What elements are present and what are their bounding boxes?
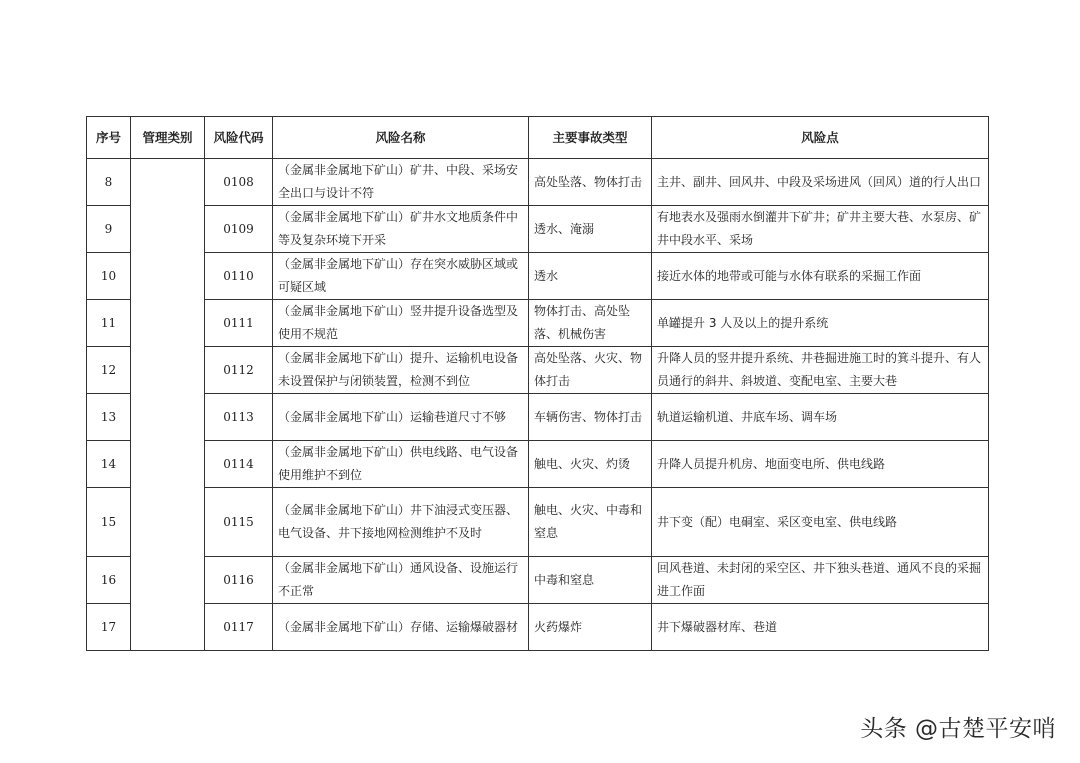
header-management-category: 管理类别 — [131, 117, 205, 159]
row-serial: 16 — [87, 557, 131, 604]
row-accident-type: 火药爆炸 — [529, 604, 652, 651]
row-risk-point: 主井、副井、回风井、中段及采场进风（回风）道的行人出口 — [652, 159, 989, 206]
row-serial: 13 — [87, 394, 131, 441]
row-risk-point: 升降人员的竖井提升系统、井巷掘进施工时的箕斗提升、有人员通行的斜井、斜坡道、变配电室、主要大巷 — [652, 347, 989, 394]
row-risk-point: 井下变（配）电硐室、采区变电室、供电线路 — [652, 488, 989, 557]
row-risk-name: （金属非金属地下矿山）矿井水文地质条件中等及复杂环境下开采 — [273, 206, 529, 253]
row-risk-name: （金属非金属地下矿山）井下油浸式变压器、电气设备、井下接地网检测维护不及时 — [273, 488, 529, 557]
table-row — [87, 488, 989, 557]
row-accident-type: 触电、火灾、灼烫 — [529, 441, 652, 488]
row-serial: 9 — [87, 206, 131, 253]
row-risk-name: （金属非金属地下矿山）通风设备、设施运行不正常 — [273, 557, 529, 604]
row-risk-name: （金属非金属地下矿山）存储、运输爆破器材 — [273, 604, 529, 651]
row-risk-name: （金属非金属地下矿山）存在突水威胁区域或可疑区域 — [273, 253, 529, 300]
row-risk-code: 0111 — [205, 300, 273, 347]
table-row — [87, 347, 989, 394]
header-serial: 序号 — [87, 117, 131, 159]
row-risk-name: （金属非金属地下矿山）运输巷道尺寸不够 — [273, 394, 529, 441]
row-risk-code: 0117 — [205, 604, 273, 651]
row-risk-name: （金属非金属地下矿山）矿井、中段、采场安全出口与设计不符 — [273, 159, 529, 206]
row-serial: 17 — [87, 604, 131, 651]
table-row — [87, 300, 989, 347]
row-risk-point: 井下爆破器材库、巷道 — [652, 604, 989, 651]
row-accident-type: 高处坠落、火灾、物体打击 — [529, 347, 652, 394]
row-risk-code: 0108 — [205, 159, 273, 206]
row-serial: 11 — [87, 300, 131, 347]
header-risk-point: 风险点 — [652, 117, 989, 159]
row-risk-point: 轨道运输机道、井底车场、调车场 — [652, 394, 989, 441]
row-accident-type: 高处坠落、物体打击 — [529, 159, 652, 206]
row-risk-code: 0114 — [205, 441, 273, 488]
row-accident-type: 车辆伤害、物体打击 — [529, 394, 652, 441]
row-risk-code: 0109 — [205, 206, 273, 253]
table-header-row — [87, 117, 989, 159]
row-accident-type: 中毒和窒息 — [529, 557, 652, 604]
row-accident-type: 透水、淹溺 — [529, 206, 652, 253]
watermark: 头条 @古楚平安哨 — [860, 716, 1056, 742]
header-accident-type: 主要事故类型 — [529, 117, 652, 159]
table-row — [87, 253, 989, 300]
row-serial: 10 — [87, 253, 131, 300]
row-risk-point: 回风巷道、未封闭的采空区、井下独头巷道、通风不良的采掘进工作面 — [652, 557, 989, 604]
table-row — [87, 206, 989, 253]
row-risk-code: 0113 — [205, 394, 273, 441]
row-risk-point: 升降人员提升机房、地面变电所、供电线路 — [652, 441, 989, 488]
row-serial: 14 — [87, 441, 131, 488]
row-serial: 15 — [87, 488, 131, 557]
row-risk-point: 接近水体的地带或可能与水体有联系的采掘工作面 — [652, 253, 989, 300]
table-row — [87, 604, 989, 651]
management-category-cell — [131, 159, 205, 651]
row-serial: 8 — [87, 159, 131, 206]
table-row — [87, 159, 989, 206]
table-row — [87, 441, 989, 488]
header-risk-name: 风险名称 — [273, 117, 529, 159]
row-risk-code: 0115 — [205, 488, 273, 557]
row-accident-type: 透水 — [529, 253, 652, 300]
table-row — [87, 394, 989, 441]
row-risk-name: （金属非金属地下矿山）供电线路、电气设备使用维护不到位 — [273, 441, 529, 488]
row-risk-name: （金属非金属地下矿山）提升、运输机电设备未设置保护与闭锁装置，检测不到位 — [273, 347, 529, 394]
row-risk-code: 0110 — [205, 253, 273, 300]
row-accident-type: 触电、火灾、中毒和窒息 — [529, 488, 652, 557]
row-risk-code: 0112 — [205, 347, 273, 394]
row-risk-point: 单罐提升 3 人及以上的提升系统 — [652, 300, 989, 347]
table-row — [87, 557, 989, 604]
header-risk-code: 风险代码 — [205, 117, 273, 159]
row-risk-code: 0116 — [205, 557, 273, 604]
row-accident-type: 物体打击、高处坠落、机械伤害 — [529, 300, 652, 347]
row-serial: 12 — [87, 347, 131, 394]
row-risk-point: 有地表水及强雨水倒灌井下矿井；矿井主要大巷、水泵房、矿井中段水平、采场 — [652, 206, 989, 253]
risk-table — [86, 116, 989, 651]
row-risk-name: （金属非金属地下矿山）竖井提升设备选型及使用不规范 — [273, 300, 529, 347]
